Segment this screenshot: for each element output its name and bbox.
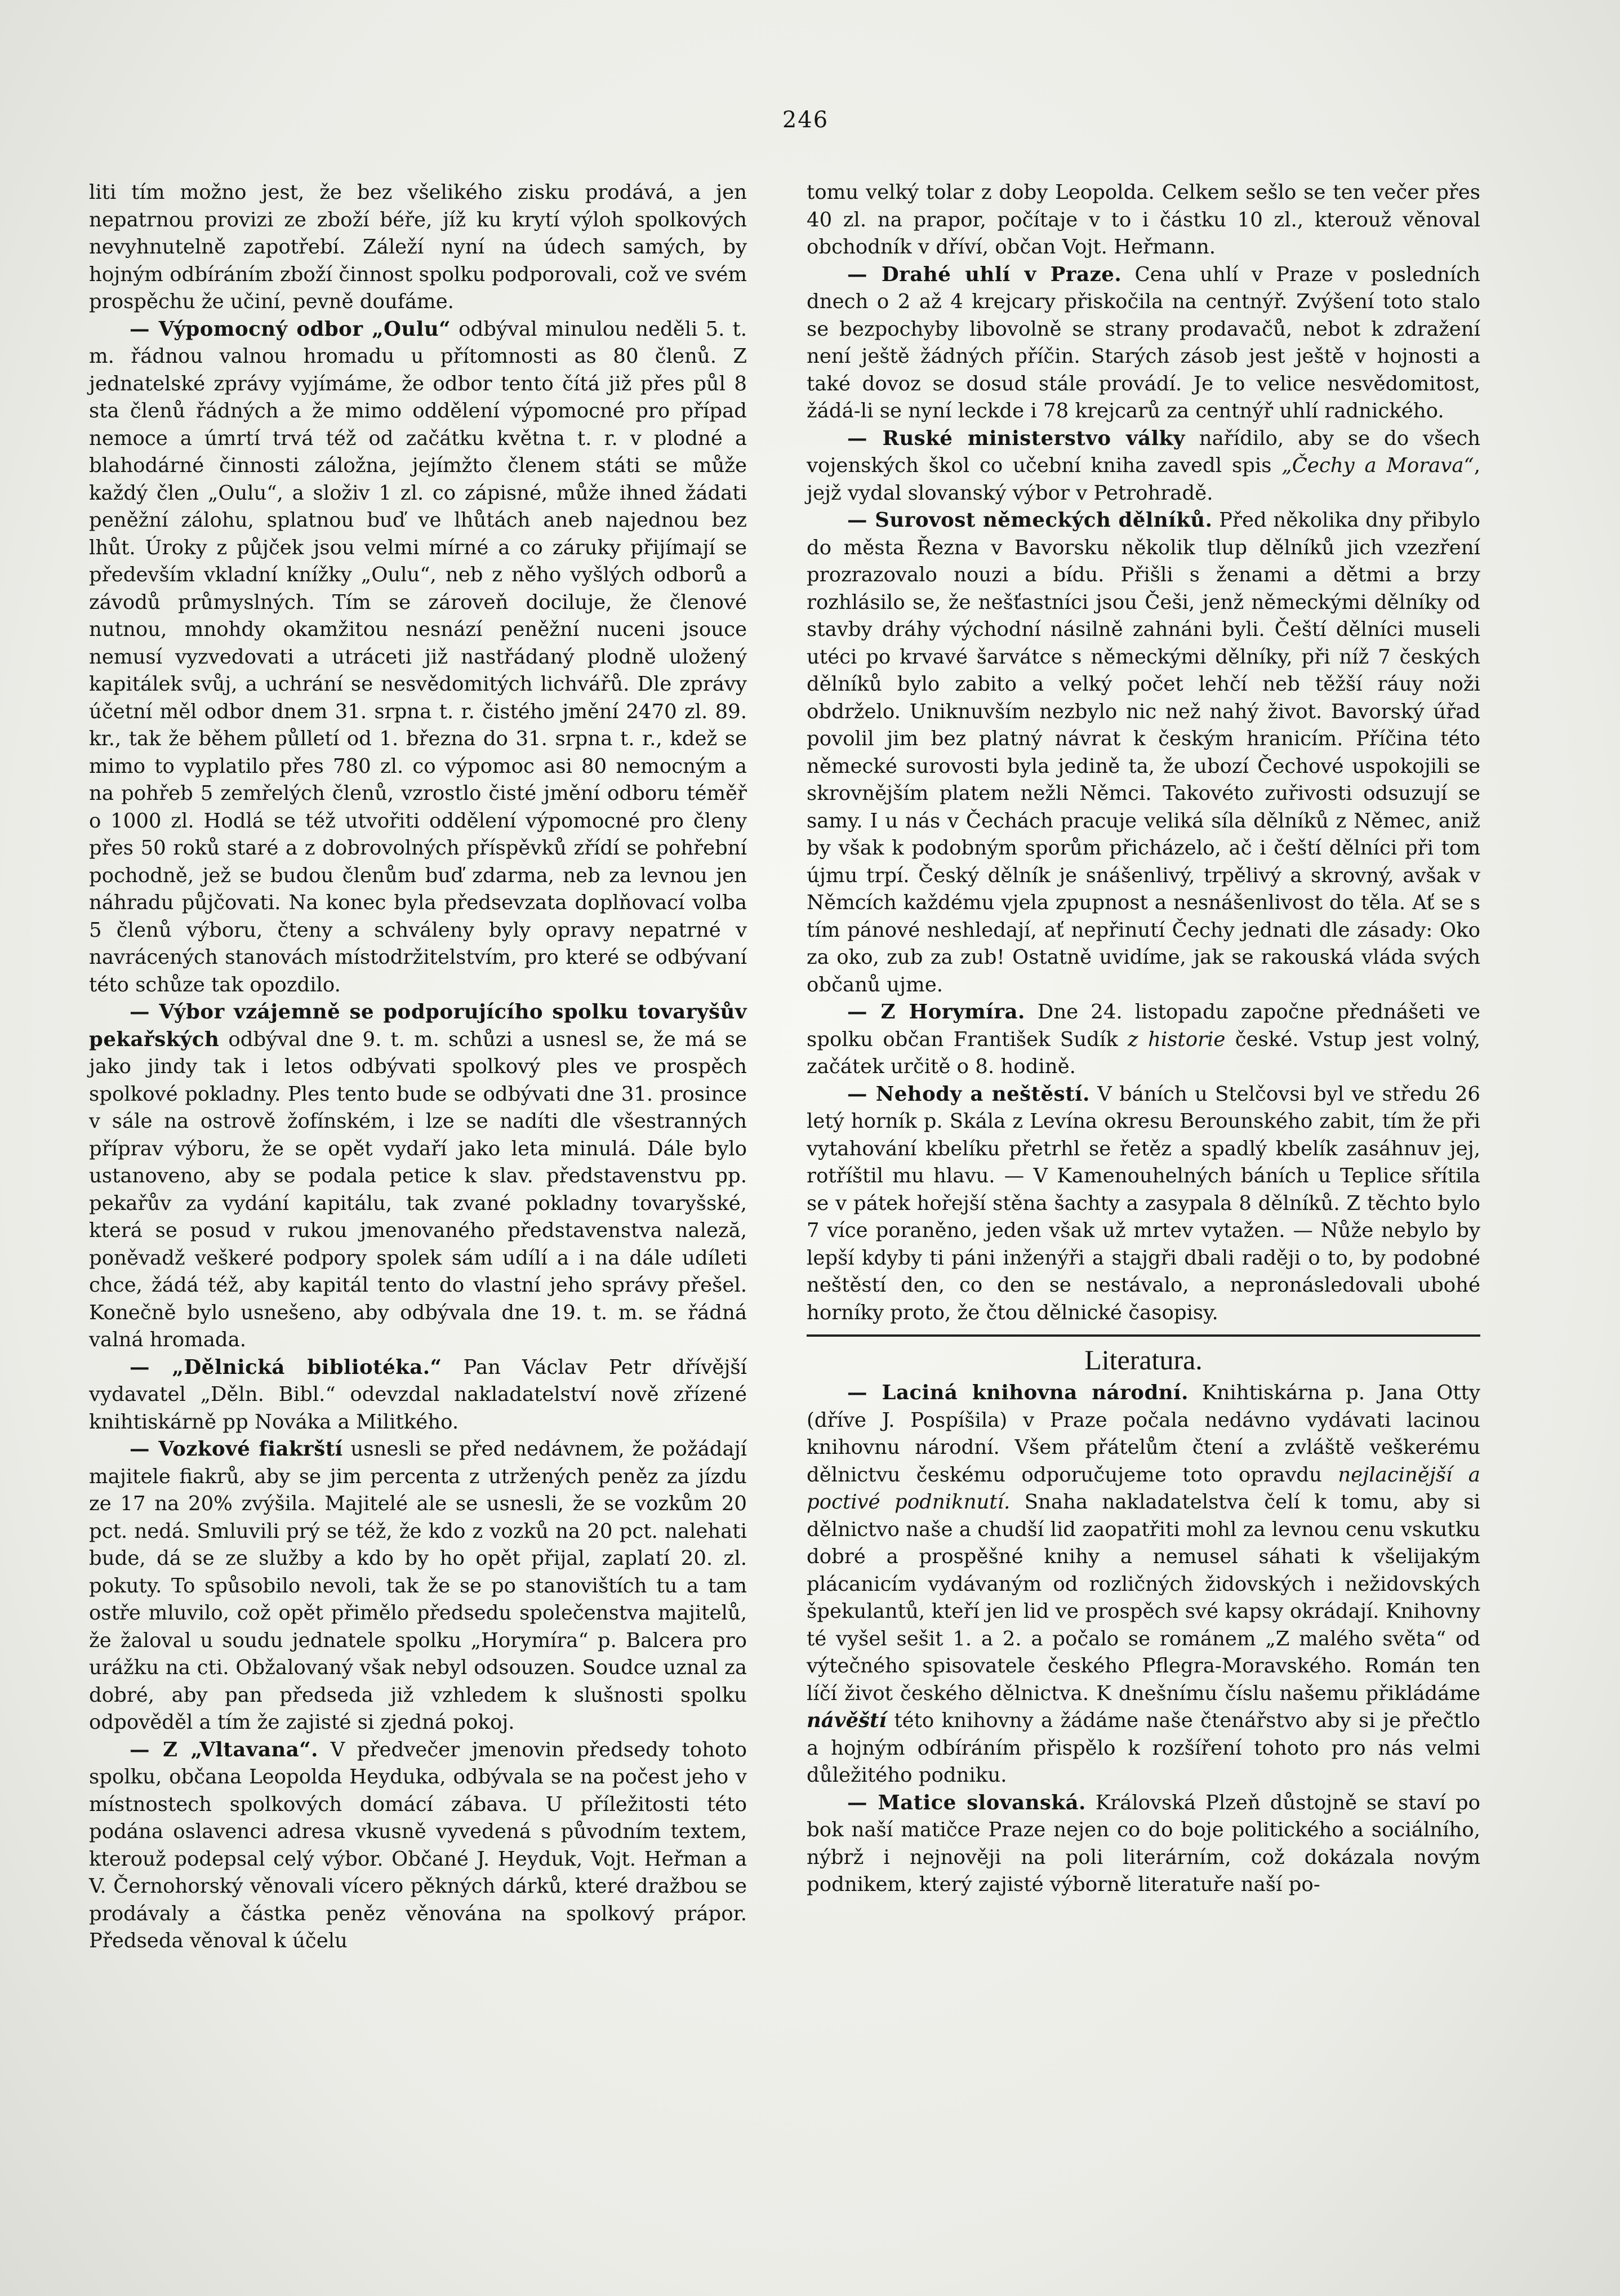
article-ruske-ministerstvo: [807, 425, 1480, 508]
emphasis-text: návěští: [807, 1709, 887, 1732]
article-delnicka-biblioteka: [89, 1354, 747, 1436]
article-body: Před několika dny přibylo do města Řezna v Bavorsku několik tlup dělníků jich vzezření prozrazovalo nouzi a bídu. Přišli s ženami a dětmi a brzy rozhlásilo se, že nešťastníci jsou Češi, jenž německými dělníky od stavby dráhy východní násilně zahnáni byli. Čeští dělníci museli utéci po krvavé šarvátce s německými dělníky, při níž 7 českých dělníků bylo zabito a velký počet lehčí neb těžší ráuy noži obdrželo. Uniknuvším nezbylo nic než nahý život. Bavorský úřad povolil jim bez platný návrat k českým hranicím. Příčina této německé surovosti byla jedině ta, že ubozí Čechové uspokojili se skrovnějším platem nežli Němci. Takovéto zuřivosti odsuzují se samy. I u nás v Čechách pracuje veliká síla dělníků z Němec, aniž by však k podobným sporům přicházelo, ač i čeští dělníci při tom újmu trpí. Český dělník je snášenlivý, trpělivý a skrovný, avšak v Němcích každému vjela zpupnost a nesnášenlivost do těla. Ať se s tím pánové neshledají, ať nepřinutí Čechy jednati dle zásady: Oko za oko, zub za zub! Ostatně uvidíme, jak se rakouská vláda svých občanů ujme.: [807, 509, 1480, 996]
article-vozkove-fiakrsti: [89, 1436, 747, 1737]
article-body: české. Vstup jest volný, začátek určitě o 8. hodině.: [807, 1027, 1481, 1078]
article-heading: — Matice slovanská.: [847, 1791, 1086, 1814]
right-column: [807, 179, 1480, 1899]
article-vltavana: [89, 1737, 747, 1955]
left-column: [89, 179, 747, 1955]
article-horymira: [807, 999, 1480, 1081]
article-body: Dne 24. listopadu započne přednášeti ve spolku občan František Sudík: [807, 1000, 1480, 1051]
emphasis-text: nejlacinější a poctivé podniknutí.: [807, 1463, 1480, 1514]
section-title: Literatura.: [1084, 1344, 1203, 1376]
article-heading: — Výpomocný odbor „Oulu“: [130, 317, 451, 341]
book-title: „Čechy a Morava“: [1281, 454, 1474, 477]
article-surovost: [807, 507, 1480, 999]
article-body: V báních u Stelčovsi byl ve středu 26 letý horník p. Skála z Levína okresu Berounského zabit, tím že při vytahování kbelíku přetrhl se řetěz a spadlý kbelík zasáhnuv jej, rotříštil mu hlavu. — V Kamenouhelných báních u Teplice sřítila se v pátek hořejší stěna šachty a zasypala 8 dělníků. Z těchto bylo 7 více poraněno, jeden však už mrtev vytažen. — Nůže nebylo by lepší kdyby ti páni inženýři a stajgři dbali raději o to, by podobné neštěstí den, co den se nestávalo, a nepronásledovali ubohé horníky proto, že čtou dělnické časopisy.: [807, 1082, 1480, 1324]
article-body: usnesli se před nedávnem, že požádají majitele fiakrů, aby se jim percenta z utržených peněz za jízdu ze 17 na 20% zvýšila. Majitelé ale se usnesli, že se vozkům 20 pct. nedá. Smluvili prý se též, že kdo z vozků na 20 pct. nalehati bude, dá se ze služby a kdo by ho opět přijal, zaplatí 20. zl. pokuty. To spůsobilo nevoli, tak že se po stanovištích tu a tam ostře mluvilo, což opět přimělo předsedu společenstva majitelů, že žaloval u soudu jednatele spolku „Horymíra“ p. Balcera pro urážku na cti. Obžalovaný však nebyl odsouzen. Soudce uznal za dobré, aby pan předseda již vzhledem k slušnosti spolku odpověděl a tím že zajisté si zjedná pokoj.: [89, 1438, 747, 1734]
article-continuation: liti tím možno jest, že bez všelikého zisku prodává, a jen nepatrnou provizi ze zboží béře, jíž ku krytí výloh spolkových nevyhnutelně zapotřebí. Záleží nyní na údech samých, by hojným odbíráním zboží činnost spolku podporovali, což ve svém prospěchu že učiní, pevně doufáme.: [89, 181, 747, 313]
article-heading: — „Dělnická bibliotéka.“: [130, 1355, 442, 1379]
article-body: této knihovny a žádáme naše čtenářstvo aby si je přečtlo a hojným odbíráním přispělo k rozšíření tohoto pro nás velmi důležitého podniku.: [807, 1709, 1480, 1787]
article-body: , jejž vydal slovanský výbor v Petrohradě.: [807, 454, 1480, 505]
article-body: Snaha nakladatelstva čelí k tomu, aby si dělnictvo naše a chudší lid zaopatřiti mohl za levnou cenu vskutku dobré a prospěšné knihy a nemusel sáhati k všelijakým plácanicím vydávaným od rozličných židovských i nežidovských špekulantů, kteří jen lid ve prospěch své kapsy okrádají. Knihovny té vyšel sešit 1. a 2. a počalo se románem „Z malého světa“ od výtečného spisovatele českého Pflegra-Moravského. Román ten líčí život českého dělnictva. K dnešnímu číslu našemu přikládáme: [807, 1490, 1480, 1705]
article-heading: — Z Horymíra.: [847, 1000, 1025, 1024]
article-heading: — Vozkové fiakrští: [130, 1438, 343, 1461]
article-body: odbýval dne 9. t. m. schůzi a usnesl se, že má se jako jindy tak i letos odbývati spolkový ples ve prospěch spolkové pokladny. Ples tento bude se odbývati dne 31. prosince v sále na ostrově žofínském, i lze se nadíti dle všestranných příprav výboru, že se opět vydaří jako leta minulá. Dále bylo ustanoveno, aby se podala petice k slav. představenstvu pp. pekařův za vydání kapitálu, tak zvané pokladny tovaryšské, která se posud v rukou jmenovaného představenstva naleză, poněvadž veškeré podpory spolek sám udílí a i na dále udíleti chce, žádá též, aby kapitál tento do vlastní jeho správy přešel. Konečně bylo usnešeno, aby odbývala dne 19. t. m. se řádná valná hromada.: [89, 1027, 747, 1351]
article-heading: — Z „Vltavana“.: [130, 1738, 319, 1761]
article-body: nařídilo, aby se do všech vojenských škol co učební kniha zavedl spis: [807, 426, 1481, 477]
article-body: V předvečer jmenovin předsedy tohoto spolku, občana Leopolda Heyduka, odbývala se na počest jeho v místnostech spolkových domácí zábava. U příležitosti této podána oslavenci adresa vkusně vyvedená s původním textem, kterouž podepsal celý výbor. Občané J. Heyduk, Vojt. Heřman a V. Černohorský věnovali vícero pěkných dárků, které dražbou se prodávaly a částka peněz věnována na spolkový prápor. Předseda věnoval k účelu: [89, 1738, 747, 1952]
article-continuation: tomu velký tolar z doby Leopolda. Celkem sešlo se ten večer přes 40 zl. na prapor, počítaje v to i částku 10 zl., kterouž věnoval obchodník v dříví, občan Vojt. Heřmann.: [807, 181, 1480, 259]
article-heading: — Drahé uhlí v Praze.: [847, 262, 1122, 286]
article-vypomocny-odbor: [89, 316, 747, 999]
article-heading: — Laciná knihovna národní.: [847, 1381, 1189, 1404]
article-vybor-pekarskych: [89, 999, 747, 1354]
article-heading: — Nehody a neštěstí.: [847, 1082, 1090, 1106]
article-nehody: [807, 1081, 1480, 1327]
article-heading: — Výbor vzájemně se podporujícího spolku tovaryšův pekařských: [89, 1000, 747, 1051]
article-body: Královská Plzeň důstojně se staví po bok naší matičce Praze nejen co do boje politického a sociálního, nýbrž i nejnověji na poli literárním, což dokázala novým podnikem, který zajisté výborně literatuře naší po-: [807, 1791, 1481, 1896]
article-body: Pan Václav Petr dřívější vydavatel „Děln. Bibl.“ odevzdal nakladatelství nově zřízené knihtiskárně pp Nováka a Militkého.: [89, 1355, 747, 1434]
article-drahe-uhli: [807, 261, 1480, 425]
article-body: Cena uhlí v Praze v posledních dnech o 2 až 4 krejcary přiskočila na centnýř. Zvýšení toto stalo se bezpochyby libovolně se strany prodavačů, nebot k zdražení není ještě žádných příčin. Starých zásob jest ještě v hojnosti a také dovoz se dosud stále provádí. Je to velice nesvědomitost, žádá-li se nyní leckde i 78 krejcarů za centnýř uhlí radnického.: [807, 262, 1480, 422]
article-matice-slovanska: [807, 1790, 1480, 1899]
article-heading: — Surovost německých dělníků.: [847, 509, 1213, 532]
article-body: Knihtiskárna p. Jana Otty (dříve J. Pospíšila) v Praze počala nedávno vydávati lacinou knihovnu národní. Všem přátelům čtení a zvláště veškerému dělnictvu českému odporučujeme toto opravdu: [807, 1381, 1480, 1487]
page-number: 246: [782, 107, 829, 133]
article-lacina-knihovna: [807, 1380, 1480, 1790]
lecture-topic: z historie: [1128, 1027, 1226, 1051]
article-body: odbýval minulou neděli 5. t. m. řádnou valnou hromadu u přítomnosti as 80 členů. Z jednatelské zprávy vyjímáme, že odbor tento čítá již přes půl 8 sta členů řádných a že mimo oddělení výpomocné pro případ nemoce a úmrtí trvá též od začátku května t. r. v plodné a blahodárné činnosti záložna, jejímžto členem státi se může každý člen „Oulu“, a složiv 1 zl. co zápisné, může ihned žádati peněžní zálohu, splatnou buď ve lhůtách aneb najednou bez lhůt. Úroky z půjček jsou velmi mírné a co záruky přijímají se především vkladní knížky „Oulu“, neb z něho vyšlých odborů a závodů průmyslných. Tím se zároveň dociluje, že členové nutnou, mnohdy okamžitou nesnází peněžní nuceni jsouce nemusí vyzvedovati a utráceti již nastřádaný plodně uložený kapitálek svůj, a uchrání se nesvědomitých lichvářů. Dle zprávy účetní měl odbor dnem 31. srpna t. r. čistého jmění 2470 zl. 89. kr., tak že během půlletí od 1. března do 31. srpna t. r., kdež se mimo to vyplatilo přes 780 zl. co výpomoc asi 80 nemocným a na pohřeb 5 zemřelých členů, vzrostlo čisté jmění odboru téměř o 1000 zl. Hodlá se též utvořiti oddělení výpomocné pro členy přes 50 roků staré a z dobrovolných příspěvků zřídí se pohřební pochodně, jež se budou členům buď zdarma, neb za levnou jen náhradu půjčovati. Na konec byla předsevzata doplňovací volba 5 členů výboru, čteny a schváleny byly opravy nepatrné v navrácených stanovách místodržitelstvím, pro které se odbývaní této schůze tak opozdilo.: [89, 317, 747, 996]
section-divider: [807, 1334, 1480, 1337]
article-heading: — Ruské ministerstvo války: [847, 426, 1185, 450]
